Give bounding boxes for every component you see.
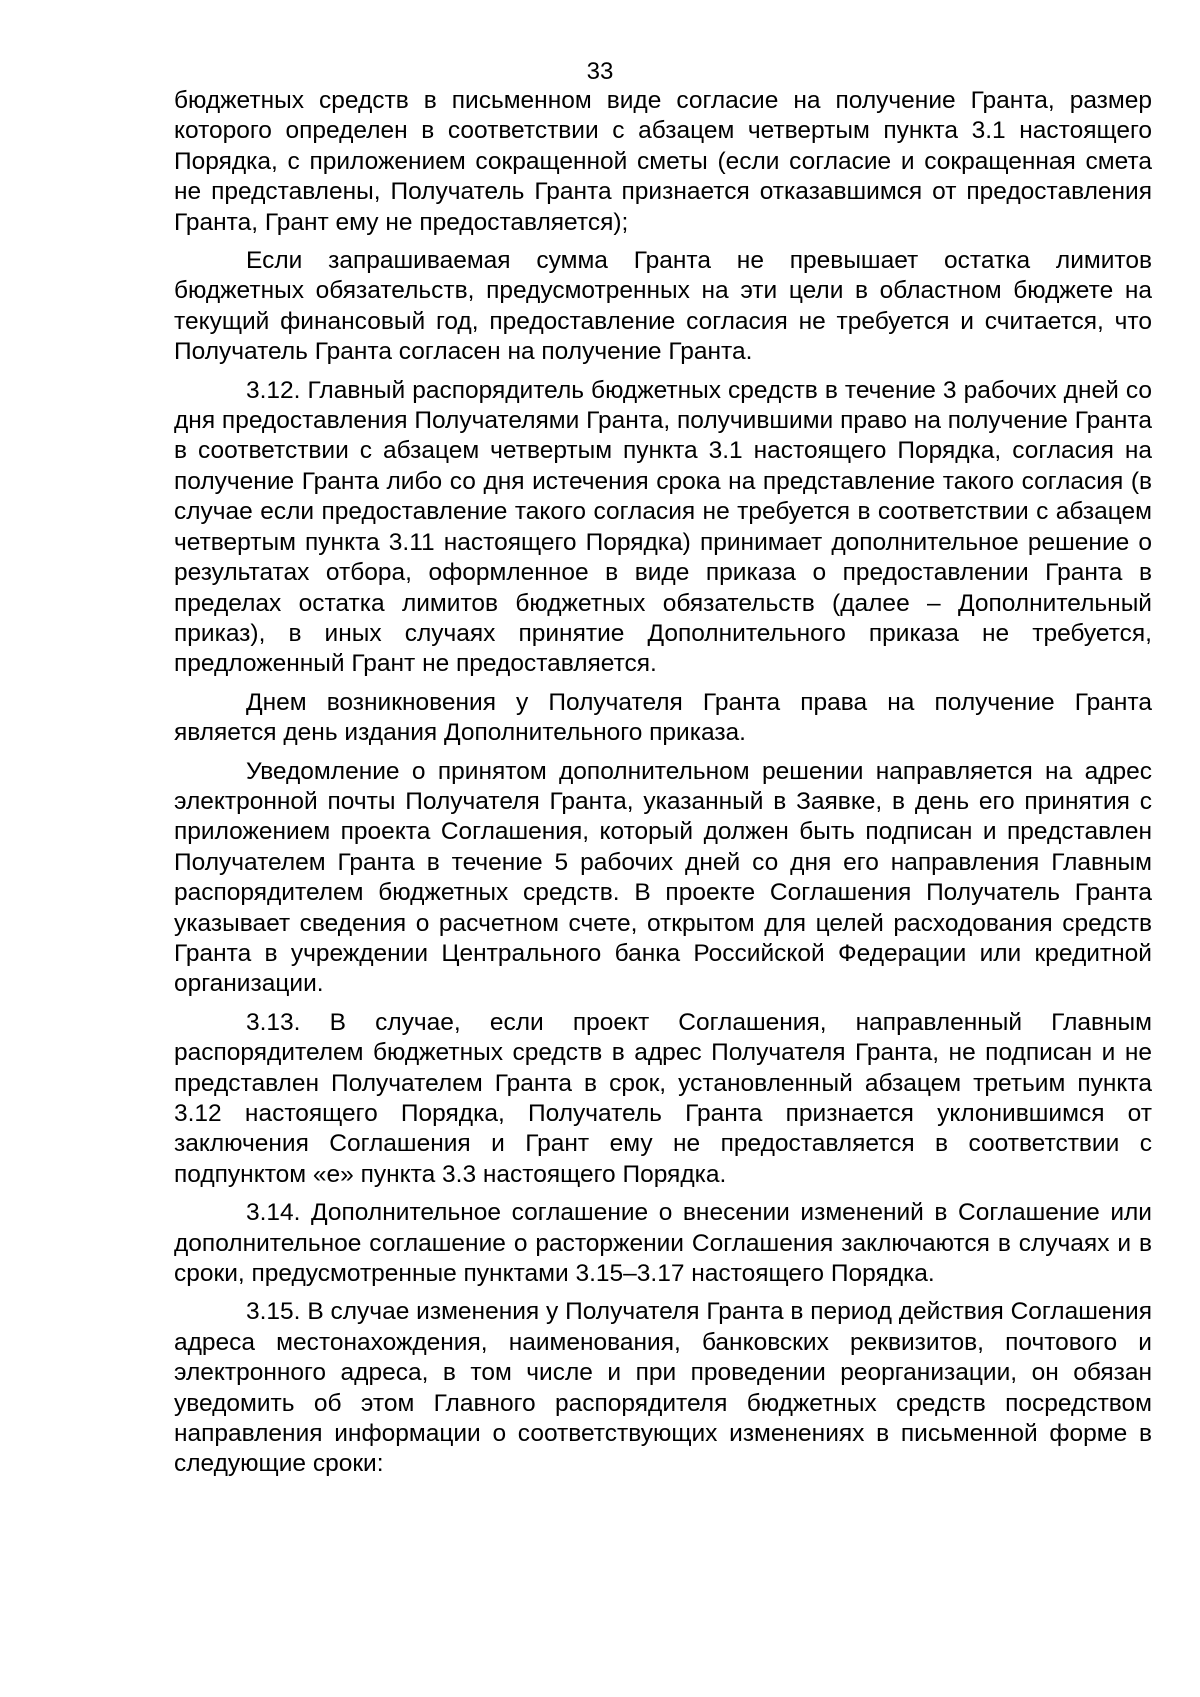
paragraph-notification: Уведомление о принятом дополнительном решении направляется на адрес электронной почты Получателя Гранта, указанный в Заявке, в день его принятия с приложением проекта Соглашения, который должен быть подписан и представлен Получателем Гранта в течение 5 рабочих дней со дня его направления Главным распорядителем бюджетных средств. В проекте Соглашения Получатель Гранта указывает сведения о расчетном счете, открытом для целей расходования средств Гранта в учреждении Центрального банка Российской Федерации или кредитной организации. bbox=[174, 757, 1152, 998]
paragraph-right-date: Днем возникновения у Получателя Гранта права на получение Гранта является день издания Дополнительного приказа. bbox=[174, 688, 1152, 747]
paragraph-3-15: 3.15. В случае изменения у Получателя Гранта в период действия Соглашения адреса местонахождения, наименования, банковских реквизитов, почтового и электронного адреса, в том числе и при проведении реорганизации, он обязан уведомить об этом Главного распорядителя бюджетных средств посредством направления информации о соответствующих изменениях в письменной форме в следующие сроки: bbox=[174, 1298, 1152, 1478]
paragraph-consent-not-required: Если запрашиваемая сумма Гранта не превышает остатка лимитов бюджетных обязательств, предусмотренных на эти цели в областном бюджете на текущий финансовый год, предоставление согласия не требуется и считается, что Получатель Гранта согласен на получение Гранта. bbox=[174, 247, 1152, 366]
page-number: 33 bbox=[586, 58, 614, 85]
paragraph-3-14: 3.14. Дополнительное соглашение о внесении изменений в Соглашение или дополнительное соглашение о расторжении Соглашения заключаются в случаях и в сроки, предусмотренные пунктами 3.15–3.17 настоящего Порядка. bbox=[174, 1199, 1152, 1288]
paragraph-3-13: 3.13. В случае, если проект Соглашения, направленный Главным распорядителем бюджетных средств в адрес Получателя Гранта, не подписан и не представлен Получателем Гранта в срок, установленный абзацем третьим пункта 3.12 настоящего Порядка, Получатель Гранта признается уклонившимся от заключения Соглашения и Грант ему не предоставляется в соответствии с подпунктом «е» пункта 3.3 настоящего Порядка. bbox=[174, 1008, 1152, 1188]
document-body bbox=[174, 86, 1152, 1488]
paragraph-continuation: бюджетных средств в письменном виде согласие на получение Гранта, размер которого определен в соответствии с абзацем четвертым пункта 3.1 настоящего Порядка, с приложением сокращенной сметы (если согласие и сокращенная смета не представлены, Получатель Гранта признается отказавшимся от предоставления Гранта, Грант ему не предоставляется); bbox=[174, 87, 1152, 236]
paragraph-3-12: 3.12. Главный распорядитель бюджетных средств в течение 3 рабочих дней со дня предоставления Получателями Гранта, получившими право на получение Гранта в соответствии с абзацем четвертым пункта 3.1 настоящего Порядка, согласия на получение Гранта либо со дня истечения срока на представление такого согласия (в случае если предоставление такого согласия не требуется в соответствии с абзацем четвертым пункта 3.11 настоящего Порядка) принимает дополнительное решение о результатах отбора, оформленное в виде приказа о предоставлении Гранта в пределах остатка лимитов бюджетных обязательств (далее – Дополнительный приказ), в иных случаях принятие Дополнительного приказа не требуется, предложенный Грант не предоставляется. bbox=[174, 376, 1152, 678]
